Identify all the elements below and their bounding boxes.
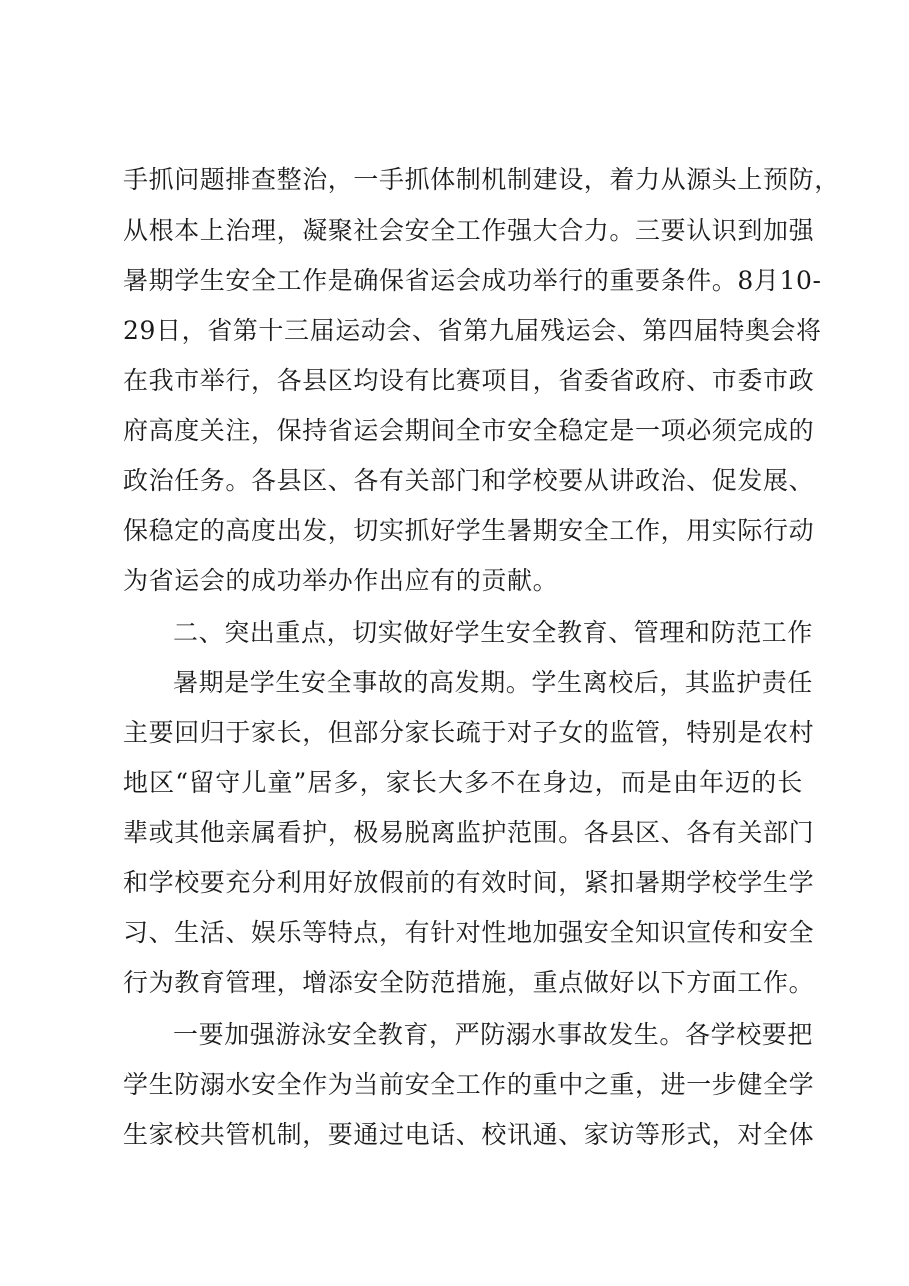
paragraph-line: 生家校共管机制，要通过电话、校讯通、家访等形式，对全体 [123,1120,815,1149]
paragraph-line: 一要加强游泳安全教育，严防溺水事故发生。各学校要把 [173,1020,814,1049]
paragraph-line: 学生防溺水安全作为当前安全工作的重中之重，进一步健全学 [123,1070,815,1099]
paragraph-line: 习、生活、娱乐等特点，有针对性地加强安全知识宣传和安全 [123,918,815,947]
paragraph-line: 地区“留守儿童”居多，家长大多不在身边，而是由年迈的长 [123,768,803,797]
paragraph-line: 为省运会的成功举办作出应有的贡献。 [123,566,559,595]
paragraph-line: 府高度关注，保持省运会期间全市安全稳定是一项必须完成的 [123,416,815,445]
paragraph-line: 从根本上治理，凝聚社会安全工作强大合力。三要认识到加强 [123,216,815,245]
paragraph-line: 暑期学生安全工作是确保省运会成功举行的重要条件。8月10- [123,266,822,295]
paragraph-line: 手抓问题排查整治，一手抓体制机制建设，着力从源头上预防， [123,165,840,194]
paragraph-line: 辈或其他亲属看护，极易脱离监护范围。各县区、各有关部门 [123,818,815,847]
paragraph-line: 暑期是学生安全事故的高发期。学生离校后，其监护责任 [173,668,814,697]
paragraph-line: 和学校要充分利用好放假前的有效时间，紧扣暑期学校学生学 [123,868,815,897]
paragraph-line: 29日，省第十三届运动会、省第九届残运会、第四届特奥会将 [123,316,822,345]
section-heading: 二、突出重点，切实做好学生安全教育、管理和防范工作 [173,618,814,647]
paragraph-line: 在我市举行，各县区均设有比赛项目，省委省政府、市委市政 [123,366,815,395]
paragraph-line: 政治任务。各县区、各有关部门和学校要从讲政治、促发展、 [123,466,815,495]
paragraph-line: 行为教育管理，增添安全防范措施，重点做好以下方面工作。 [123,968,815,997]
paragraph-line: 保稳定的高度出发，切实抓好学生暑期安全工作，用实际行动 [123,516,815,545]
paragraph-line: 主要回归于家长，但部分家长疏于对子女的监管，特别是农村 [123,718,815,747]
